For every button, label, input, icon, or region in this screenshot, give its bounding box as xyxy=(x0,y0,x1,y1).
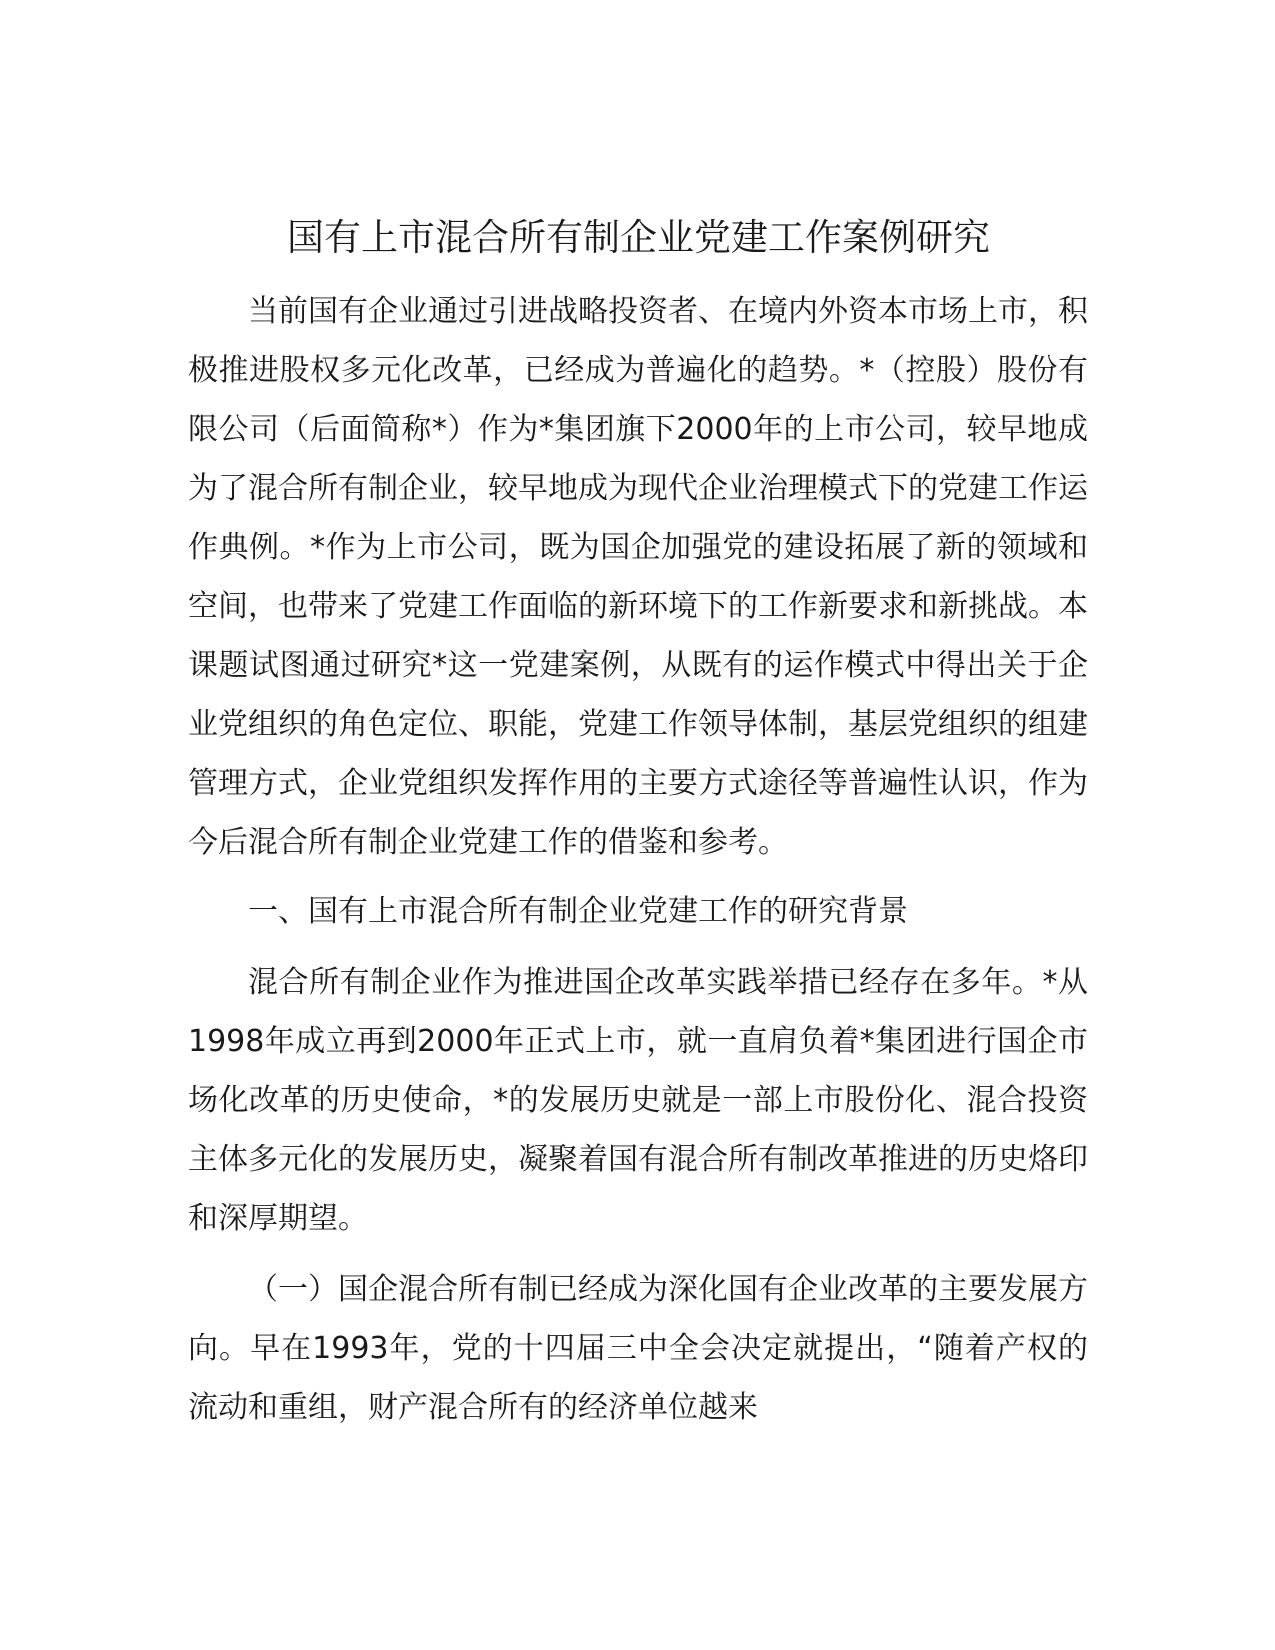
section-heading: 一、国有上市混合所有制企业党建工作的研究背景 xyxy=(248,894,908,929)
background-paragraph: 混合所有制企业作为推进国企改革实践举措已经存在多年。*从1998年成立再到2000年正式上市，就一直肩负着*集团进行国企市场化改革的历史使命，*的发展历史就是一部上市股份化、混合投资主体多元化的发展历史，凝聚着国有混合所有制改革推进的历史烙印和深厚期望。 xyxy=(188,965,1088,1236)
intro-paragraph: 当前国有企业通过引进战略投资者、在境内外资本市场上市，积极推进股权多元化改革，已经成为普遍化的趋势。*（控股）股份有限公司（后面简称*）作为*集团旗下2000年的上市公司，较早地成为了混合所有制企业，较早地成为现代企业治理模式下的党建工作运作典例。*作为上市公司，既为国企加强党的建设拓展了新的领域和空间，也带来了党建工作面临的新环境下的工作新要求和新挑战。本课题试图通过研究*这一党建案例，从既有的运作模式中得出关于企业党组织的角色定位、职能，党建工作领导体制，基层党组织的组建管理方式，企业党组织发挥作用的主要方式途径等普遍性认识，作为今后混合所有制企业党建工作的借鉴和参考。 xyxy=(188,294,1088,860)
document-body xyxy=(188,282,1088,1437)
document-title: 国有上市混合所有制企业党建工作案例研究 xyxy=(287,216,990,259)
subsection-paragraph: （一）国企混合所有制已经成为深化国有企业改革的主要发展方向。早在1993年，党的十四届三中全会决定就提出，“随着产权的流动和重组，财产混合所有的经济单位越来 xyxy=(188,1272,1088,1425)
